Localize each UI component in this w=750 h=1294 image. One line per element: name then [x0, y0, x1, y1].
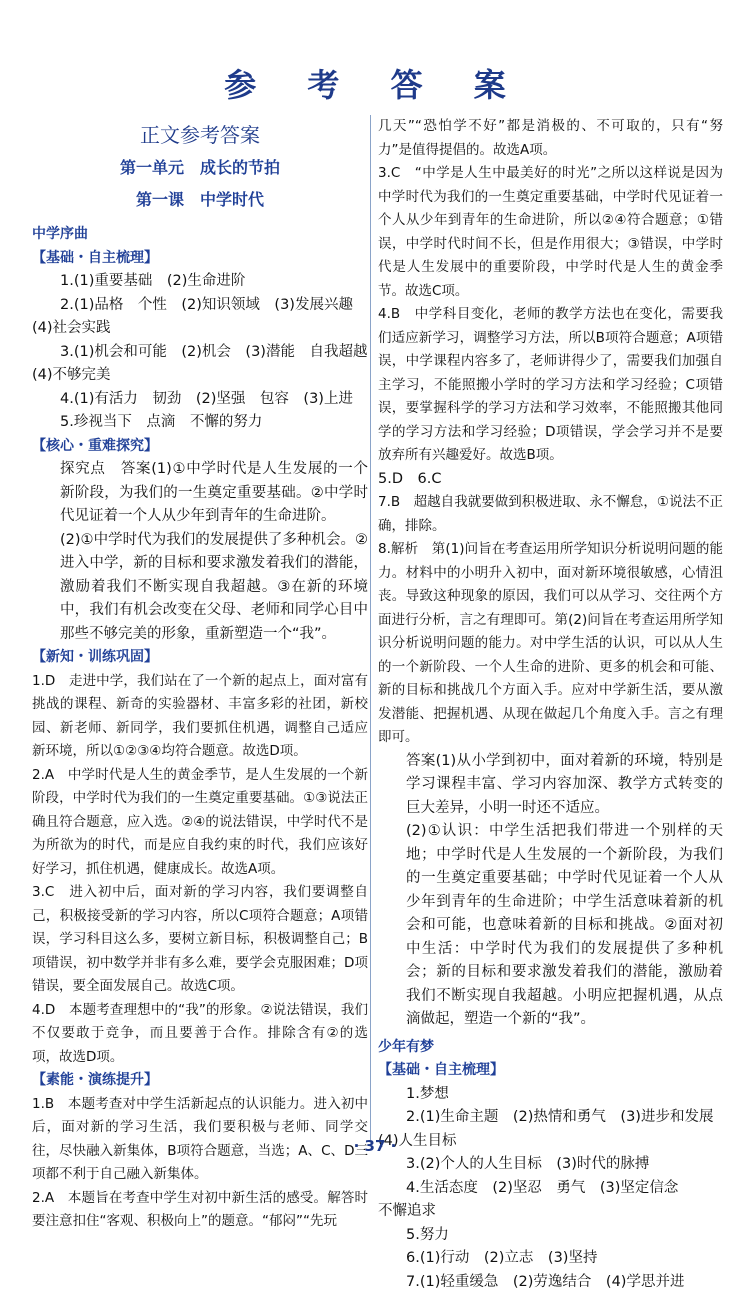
- watermark-logo: [640, 1125, 745, 1163]
- tag-jichu: 【基础・自主梳理】: [378, 1059, 723, 1083]
- answer-paragraph: 答案(1)从小学到初中，面对着新的环境，特别是学习课程丰富、学习内容加深、教学方式转变的巨大差异，小明一时还不适应。: [378, 750, 723, 821]
- column-divider: [370, 115, 371, 1140]
- answer-line: 5.珍视当下 点滴 不懈的努力: [32, 411, 368, 435]
- answer-paragraph: 几天”“恐怕学不好”都是消极的、不可取的，只有“努力”是值得提倡的。故选A项。: [378, 115, 723, 162]
- tag-hexin: 【核心・重难探究】: [32, 435, 368, 459]
- tag-xinzhi: 【新知・训练巩固】: [32, 646, 368, 670]
- subsection-title: 中学序曲: [32, 223, 368, 247]
- answer-paragraph: 3.C 进入初中后，面对新的学习内容，我们要调整自己，积极接受新的学习内容，所以C项符合题意；A项错误，学习科目这么多，要树立新目标，积极调整自己；B项错误，初中数学并非有多么难，要学会克服困难；D项错误，要全面发展自己。故选C项。: [32, 881, 368, 999]
- answer-line: 2.(1)品格 个性 (2)知识领域 (3)发展兴趣: [32, 294, 368, 318]
- answer-line: 1.梦想: [378, 1083, 723, 1107]
- answer-line: 不懈追求: [378, 1200, 723, 1224]
- answer-line: 2.(1)生命主题 (2)热情和勇气 (3)进步和发展: [378, 1106, 723, 1130]
- answer-line: 4.生活态度 (2)坚忍 勇气 (3)坚定信念: [378, 1177, 723, 1201]
- answer-paragraph: (2)①认识：中学生活把我们带进一个别样的天地；中学时代是人生发展的一个新阶段，为我们的一生奠定重要基础；中学时代见证着一个人从少年到青年的生命进阶；中学生活意味着新的机会和可能，也意味着新的目标和挑战。②面对初中生活：中学时代为我们的发展提供了多种机会；新的目标和要求激发着我们的潜能，激励着我们不断实现自我超越。小明应把握机遇，从点滴做起，塑造一个新的“我”。: [378, 820, 723, 1032]
- answer-line: 7.(1)轻重缓急 (2)劳逸结合 (4)学思并进: [378, 1271, 723, 1294]
- left-column: [32, 115, 368, 1234]
- answer-paragraph: 7.B 超越自我就要做到积极进取、永不懈怠，①说法不正确，排除。: [378, 491, 723, 538]
- lesson-heading: 第一课 中学时代: [32, 187, 368, 213]
- answer-paragraph: 2.A 中学时代是人生的黄金季节，是人生发展的一个新阶段，中学时代为我们的一生奠定重要基础。①③说法正确且符合题意，应入选。②④的说法错误，中学时代不是为所欲为的时代，而是应自我约束的时代，我们应该好好学习，抓住机遇，健康成长。故选A项。: [32, 764, 368, 882]
- tag-suneng: 【素能・演练提升】: [32, 1069, 368, 1093]
- answer-paragraph: 4.B 中学科目变化，老师的教学方法也在变化，需要我们适应新学习，调整学习方法，所以B项符合题意；A项错误，中学课程内容多了，老师讲得少了，需要我们加强自主学习，不能照搬小学时的学习方法和学习经验；C项错误，要掌握科学的学习方法和学习效率，不能照搬其他同学的学习方法和学习经验；D项错误，学会学习并不是要放弃所有兴趣爱好。故选B项。: [378, 303, 723, 468]
- answer-line: 4.(1)有活力 韧劲 (2)坚强 包容 (3)上进: [32, 388, 368, 412]
- answer-paragraph: 探究点 答案(1)①中学时代是人生发展的一个新阶段，为我们的一生奠定重要基础。②中学时代见证着一个人从少年到青年的生命进阶。: [32, 458, 368, 529]
- answer-paragraph: 1.D 走进中学，我们站在了一个新的起点上，面对富有挑战的课程、新奇的实验器材、丰富多彩的社团，新校园、新老师、新同学，我们要抓住机遇，调整自己适应新环境，所以①②③④均符合题意。故选D项。: [32, 670, 368, 764]
- tag-jichu: 【基础・自主梳理】: [32, 247, 368, 271]
- answer-paragraph: 3.C “中学是人生中最美好的时光”之所以这样说是因为中学时代为我们的一生奠定重要基础，中学时代见证着一个人从少年到青年的生命进阶，所以②④符合题意；①错误，中学时代时间不长，但是作用很大；③错误，中学时代是人生发展中的重要阶段，中学时代是人生的黄金季节。故选C项。: [378, 162, 723, 303]
- answer-line: 3.(2)个人的人生目标 (3)时代的脉搏: [378, 1153, 723, 1177]
- answer-line: 3.(1)机会和可能 (2)机会 (3)潜能 自我超越: [32, 341, 368, 365]
- answer-paragraph: 8.解析 第(1)问旨在考查运用所学知识分析说明问题的能力。材料中的小明升入初中，面对新环境很敏感，心情沮丧。导致这种现象的原因，我们可以从学习、交往两个方面进行分析，言之有理即可。第(2)问旨在考查运用所学知识分析说明问题的能力。对中学生活的认识，可以从人生的一个新阶段、一个人生命的进阶、更多的机会和可能、新的目标和挑战几个方面入手。应对中学新生活，要从激发潜能、把握机遇、从现在做起几个角度入手。言之有理即可。: [378, 538, 723, 750]
- page-number: · 37 ·: [0, 1137, 750, 1155]
- unit-heading: 第一单元 成长的节拍: [32, 155, 368, 181]
- answer-line: 5.D 6.C: [378, 468, 723, 492]
- answer-line: (4)社会实践: [32, 317, 368, 341]
- answer-paragraph: 4.D 本题考查理想中的“我”的形象。②说法错误，我们不仅要敢于竞争，而且要善于合作。排除含有②的选项，故选D项。: [32, 999, 368, 1070]
- answer-paragraph: (2)①中学时代为我们的发展提供了多种机会。②进入中学，新的目标和要求激发着我们的潜能，激励着我们不断实现自我超越。③在新的环境中，我们有机会改变在父母、老师和同学心目中那些不够完美的形象，重新塑造一个“我”。: [32, 529, 368, 647]
- answer-paragraph: 1.B 本题考查对中学生活新起点的认识能力。进入初中后，面对新的学习生活，我们要积极与老师、同学交往，尽快融入新集体，B项符合题意，当选；A、C、D三项都不利于自己融入新集体。: [32, 1093, 368, 1187]
- answer-line: (4)人生目标: [378, 1130, 723, 1154]
- answer-line: 6.(1)行动 (2)立志 (3)坚持: [378, 1247, 723, 1271]
- page-title: 参 考 答 案: [0, 60, 750, 106]
- right-column: [378, 115, 723, 1294]
- answer-line: 5.努力: [378, 1224, 723, 1248]
- section-heading: 正文参考答案: [32, 121, 368, 149]
- answer-line: 1.(1)重要基础 (2)生命进阶: [32, 270, 368, 294]
- answer-paragraph: 2.A 本题旨在考查中学生对初中新生活的感受。解答时要注意扣住“客观、积极向上”的题意。“郁闷”“先玩: [32, 1187, 368, 1234]
- answer-line: (4)不够完美: [32, 364, 368, 388]
- subsection-title: 少年有梦: [378, 1036, 723, 1060]
